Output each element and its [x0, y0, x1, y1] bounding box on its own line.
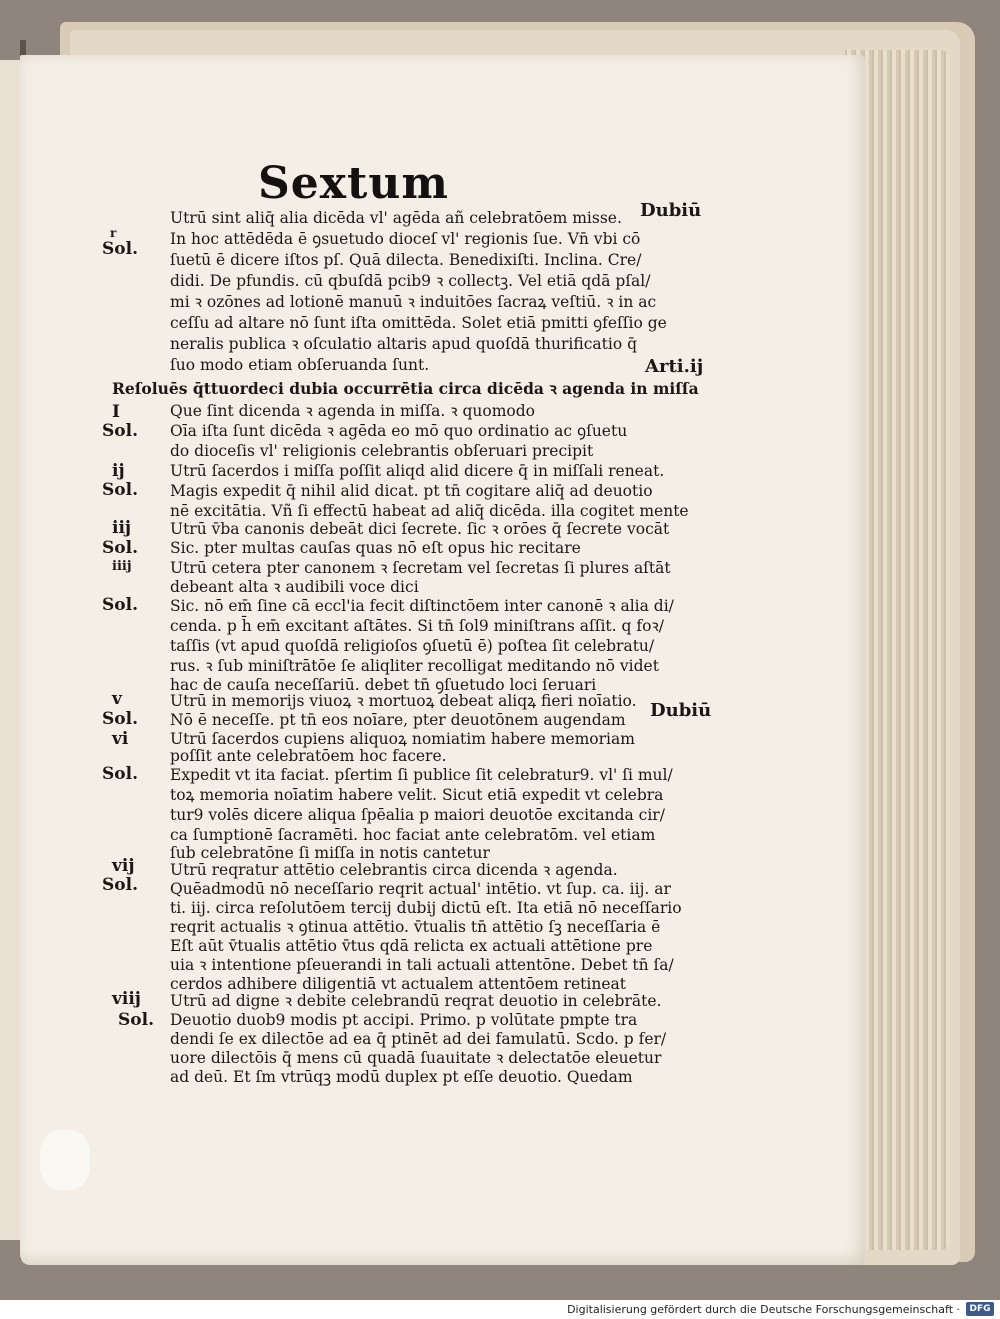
text-line: reqrit actualis ꝛ ꝯtinua attētio. v̄tualis tn̄ attētio ſꝫ neceſſaria ē: [170, 918, 661, 936]
margin-marker: Sol.: [102, 709, 138, 729]
text-line: Utrū v̄ba canonis debeāt dici ſecrete. ſic ꝛ orōes q̄ ſecrete vocāt: [170, 520, 670, 538]
side-note-dubium-1: Dubiū: [640, 200, 702, 221]
text-line: cenda. p h̄ em̄ excitant aſtātes. Si tn̄ ſol9 miniſtrans aſſit. q foꝛ/: [170, 617, 665, 635]
text-line: Utrū ad digne ꝛ debite celebrandū reqrat deuotio in celebrāte.: [170, 992, 662, 1010]
margin-marker: Sol.: [102, 239, 138, 259]
margin-marker: iij: [112, 518, 132, 538]
text-line: nē excitātia. Vñ ſi effectū habeat ad aliq̄ dicēda. illa cogitet mente: [170, 502, 689, 520]
text-line: rus. ꝛ ſub miniſtrātōe ſe aliqliter recolligat meditando nō videt: [170, 657, 659, 675]
text-line: Deuotio duob9 modis pt accipi. Primo. p volūtate pmpte tra: [170, 1011, 638, 1029]
text-line: uia ꝛ intentione pſeuerandi in tali actuali attentōne. Debet tn̄ ſa/: [170, 956, 674, 974]
text-line: mi ꝛ ozōnes ad lotionē manuū ꝛ induitōes ſacraꝝ veſtiū. ꝛ in ac: [170, 293, 657, 311]
footer-bar: [0, 1300, 1000, 1319]
margin-marker: Sol.: [102, 421, 138, 441]
text-line: Eſt aūt v̄tualis attētio v̄tus qdā relicta ex actuali attētione pre: [170, 937, 653, 955]
dfg-logo[interactable]: DFG: [966, 1302, 994, 1316]
text-line: hac de cauſa neceſſariū. debet tn̄ ꝯſuetudo loci ſeruari: [170, 676, 597, 694]
text-line: ſuo modo etiam obſeruanda ſunt.: [170, 356, 430, 374]
text-line: uore dilectōis q̄ mens cū quadā ſuauitate ꝛ delectatōe eleuetur: [170, 1049, 662, 1067]
margin-marker: Sol.: [102, 538, 138, 558]
text-line: Magis expedit q̄ nihil alid dicat. pt tn̄ cogitare aliq̄ ad deuotio: [170, 482, 653, 500]
text-line: Que ſint dicenda ꝛ agenda in miſſa. ꝛ quomodo: [170, 402, 535, 420]
text-line: debeant alta ꝛ audibili voce dici: [170, 578, 419, 596]
text-line: Utrū cetera pter canonem ꝛ ſecretam vel ſecretas ſi plures aſtāt: [170, 559, 671, 577]
margin-marker: Sol.: [102, 764, 138, 784]
text-line: toꝝ memoria noīatim habere velit. Sicut etiā expedit vt celebra: [170, 786, 664, 804]
text-line: ceſſu ad altare nō ſunt iſta omittēda. Solet etiā pmitti ꝯfeſſio ge: [170, 314, 667, 332]
margin-marker: viij: [112, 989, 141, 1009]
text-line: ca ſumptionē ſacramēti. hoc faciat ante celebratōm. vel etiam: [170, 826, 656, 844]
funding-credit: Digitalisierung gefördert durch die Deutsche Forschungsgemeinschaft ·: [567, 1303, 960, 1316]
text-line: do dioceſis vl' religionis celebrantis obſeruari precipit: [170, 442, 594, 460]
page-damage: [40, 1130, 90, 1190]
margin-marker: iiij: [112, 559, 132, 574]
text-line: neralis publica ꝛ oſculatio altaris apud quoſdā thurificatio q̄: [170, 335, 638, 353]
text-line: In hoc attēdēda ē ꝯsuetudo dioceſ vl' regionis ſue. Vn̄ vbi cō: [170, 230, 641, 248]
margin-marker: vi: [112, 729, 129, 749]
margin-marker: Sol.: [118, 1010, 154, 1030]
margin-marker: Sol.: [102, 875, 138, 895]
text-line: poſſit ante celebratōem hoc facere.: [170, 747, 447, 765]
page-heading: Sextum: [258, 158, 449, 209]
text-line: dendi ſe ex dilectōe ad ea q̄ ptinēt ad dei famulatū. Scdo. p fer/: [170, 1030, 667, 1048]
text-line: Expedit vt ita faciat. pſertim ſi publice ſit celebratur9. vl' ſi mul/: [170, 766, 673, 784]
text-line: didi. De pfundis. cū qbuſdā pcib9 ꝛ collectꝫ. Vel etiā qdā pſal/: [170, 272, 651, 290]
margin-marker: r: [110, 226, 117, 240]
margin-marker: vij: [112, 856, 135, 876]
text-line: Utrū reqratur attētio celebrantis circa dicenda ꝛ agenda.: [170, 861, 618, 879]
text-line: ti. iij. circa reſolutōem tercij dubij dictū eſt. Ita etiā nō neceſſario: [170, 899, 682, 917]
text-line: Oīa iſta ſunt dicēda ꝛ agēda eo mō quo ordinatio ac ꝯſuetu: [170, 422, 628, 440]
text-line: Sic. pter multas cauſas quas nō eſt opus hic recitare: [170, 539, 581, 557]
text-line: Nō ē neceſſe. pt tn̄ eos noīare, pter deuotōnem augendam: [170, 711, 626, 729]
text-line: tur9 volēs dicere aliqua ſpēalia p maiori deuotōe excitanda cir/: [170, 806, 665, 824]
margin-marker: Sol.: [102, 480, 138, 500]
text-line: taſſis (vt apud quoſdā religioſos ꝯſuetū ē) poſtea ſit celebratu/: [170, 637, 655, 655]
text-line: ſub celebratōne ſi miſſa in notis cantetur: [170, 844, 490, 862]
margin-marker: ij: [112, 461, 125, 481]
text-line: Utrū ſacerdos i miſſa poſſit aliqd alid dicere q̄ in miſſali reneat.: [170, 462, 665, 480]
text-line: Utrū ſacerdos cupiens aliquoꝝ nomiatim habere memoriam: [170, 730, 635, 748]
margin-marker: v: [112, 689, 122, 709]
text-line: ſuetū ē dicere iſtos pſ. Quā dilecta. Benedixiſti. Inclina. Cre/: [170, 251, 642, 269]
text-line: Utrū sint aliq̄ alia dicēda vl' agēda añ celebratōem misse.: [170, 209, 622, 227]
text-line: cerdos adhibere diligentiā vt actualem attentōem retineat: [170, 975, 626, 993]
text-line: Quēadmodū nō neceſſario reqrit actual' intētio. vt ſup. ca. iij. ar: [170, 880, 671, 898]
text-line: Utrū in memorijs viuoꝝ ꝛ mortuoꝝ debeat aliqꝝ fieri noīatio.: [170, 692, 637, 710]
margin-marker: Sol.: [102, 595, 138, 615]
resolution-heading: Reſoluēs q̄ttuordeci dubia occurrētia circa dicēda ꝛ agenda in miſſa: [112, 379, 699, 398]
text-line: ad deū. Et ſm vtrūqꝫ modū duplex pt eſſe deuotio. Quedam: [170, 1068, 633, 1086]
margin-marker: I: [112, 402, 120, 422]
side-note-articulus: Arti.ij: [645, 356, 704, 377]
side-note-dubium-2: Dubiū: [650, 700, 712, 721]
text-line: Sic. nō em̄ ſine cā eccl'ia fecit diſtinctōem inter canonē ꝛ alia di/: [170, 597, 674, 615]
